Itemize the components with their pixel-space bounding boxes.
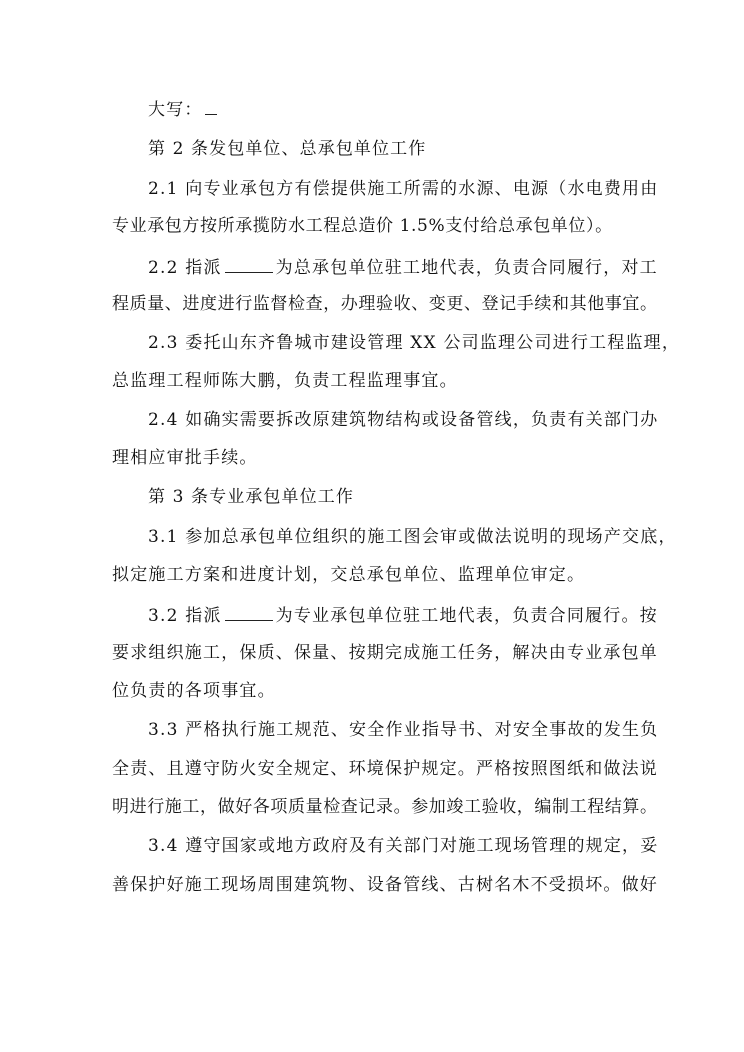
daxie-label: 大写： — [148, 100, 203, 120]
clause-2-2-line-2: 程质量、进度进行监督检查，办理验收、变更、登记手续和其他事宜。 — [112, 294, 658, 314]
clause-3-2-blank — [225, 602, 273, 621]
clause-3-1-line-1: 3.1 参加总承包单位组织的施工图会审或做法说明的现场产交底， — [148, 527, 677, 547]
clause-3-2-line-3: 位负责的各项事宜。 — [112, 681, 276, 701]
article-2-title: 第 2 条发包单位、总承包单位工作 — [148, 139, 427, 159]
clause-3-1-line-2: 拟定施工方案和进度计划，交总承包单位、监理单位审定。 — [112, 565, 586, 585]
clause-2-2-rest: 为总承包单位驻工地代表，负责合同履行，对工 — [275, 258, 658, 278]
clause-2-4-line-2: 理相应审批手续。 — [112, 448, 258, 468]
clause-3-3-line-2: 全责、且遵守防火安全规定、环境保护规定。严格按照图纸和做法说 — [112, 759, 658, 779]
clause-2-1-line-2: 专业承包方按所承揽防水工程总造价 1.5%支付给总承包单位）。 — [112, 216, 613, 236]
clause-3-2-prefix: 3.2 指派 — [148, 606, 222, 626]
clause-3-2-rest: 为专业承包单位驻工地代表，负责合同履行。按 — [275, 606, 658, 626]
clause-2-2-blank — [225, 254, 273, 273]
clause-3-3-line-1: 3.3 严格执行施工规范、安全作业指导书、对安全事故的发生负 — [148, 720, 659, 740]
clause-2-4-line-1: 2.4 如确实需要拆改原建筑物结构或设备管线，负责有关部门办 — [148, 410, 659, 430]
daxie-blank — [205, 96, 217, 115]
clause-3-2-line-1 — [148, 602, 658, 628]
article-3-title: 第 3 条专业承包单位工作 — [148, 487, 354, 507]
clause-2-3-line-1: 2.3 委托山东齐鲁城市建设管理 XX 公司监理公司进行工程监理， — [148, 333, 681, 353]
clause-2-2-line-1 — [148, 254, 658, 280]
clause-3-4-line-1: 3.4 遵守国家或地方政府及有关部门对施工现场管理的规定，妥 — [148, 836, 659, 856]
clause-2-3-line-2: 总监理工程师陈大鹏，负责工程监理事宜。 — [112, 371, 458, 391]
clause-3-3-line-3: 明进行施工，做好各项质量检查记录。参加竣工验收，编制工程结算。 — [112, 797, 658, 817]
clause-2-1-line-1: 2.1 向专业承包方有偿提供施工所需的水源、电源（水电费用由 — [148, 179, 659, 199]
clause-3-4-line-2: 善保护好施工现场周围建筑物、设备管线、古树名木不受损坏。做好 — [112, 875, 658, 895]
clause-3-2-line-2: 要求组织施工，保质、保量、按期完成施工任务，解决由专业承包单 — [112, 643, 658, 663]
daxie-line — [148, 96, 217, 122]
clause-2-2-prefix: 2.2 指派 — [148, 258, 222, 278]
